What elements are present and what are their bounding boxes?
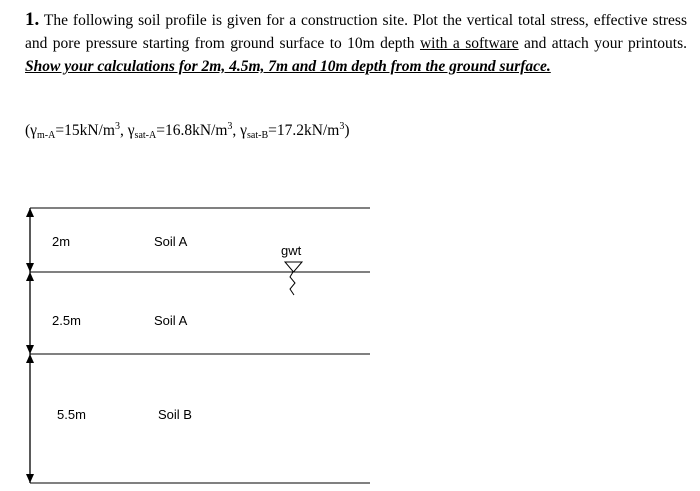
layer-soil-name: Soil B: [158, 407, 192, 422]
dimension-arrow: [26, 354, 34, 363]
gamma-value: =16.8kN/m: [156, 122, 228, 139]
dimension-arrow: [26, 345, 34, 354]
water-table-icon: [285, 262, 302, 295]
gamma-value: =15kN/m: [55, 122, 115, 139]
paren-close: ): [344, 122, 350, 139]
layer-soil-name: Soil A: [154, 313, 188, 328]
dimension-arrow: [26, 263, 34, 272]
gamma-symbol: γ: [30, 122, 38, 139]
unit-exponent: 3: [339, 121, 345, 132]
unit-exponent: 3: [227, 121, 233, 132]
layer-thickness: 2m: [52, 234, 71, 249]
software-phrase: with a software: [419, 35, 519, 52]
problem-intro: The following soil profile is given for a construction site. Plot the vertical total stress, effective stress and pore pressure starting from ground surface to 10m depth: [25, 12, 687, 52]
water-table-label: gwt: [281, 243, 302, 258]
dimension-arrow: [26, 474, 34, 483]
separator: ,: [232, 122, 241, 139]
layer-thickness: 5.5m: [57, 407, 86, 422]
problem-mid: and attach your printouts.: [524, 35, 687, 52]
layer-thickness: 2.5m: [52, 313, 81, 328]
gamma-subscript: sat-A: [134, 130, 157, 141]
dimension-arrow: [26, 272, 34, 281]
gamma-subscript: m-A: [37, 130, 56, 141]
gamma-symbol: γ: [240, 122, 248, 139]
separator: ,: [119, 122, 128, 139]
layer-soil-name: Soil A: [154, 234, 188, 249]
dimension-arrow: [26, 208, 34, 217]
question-number: 1.: [25, 9, 40, 30]
calculation-instruction: Show your calculations for 2m, 4.5m, 7m and 10m depth from the ground surface.: [25, 58, 551, 75]
unit-exponent: 3: [114, 121, 120, 132]
gamma-subscript: sat-B: [247, 130, 269, 141]
paren-open: (: [25, 122, 31, 139]
gamma-value: =17.2kN/m: [268, 122, 340, 139]
gamma-symbol: γ: [127, 122, 135, 139]
